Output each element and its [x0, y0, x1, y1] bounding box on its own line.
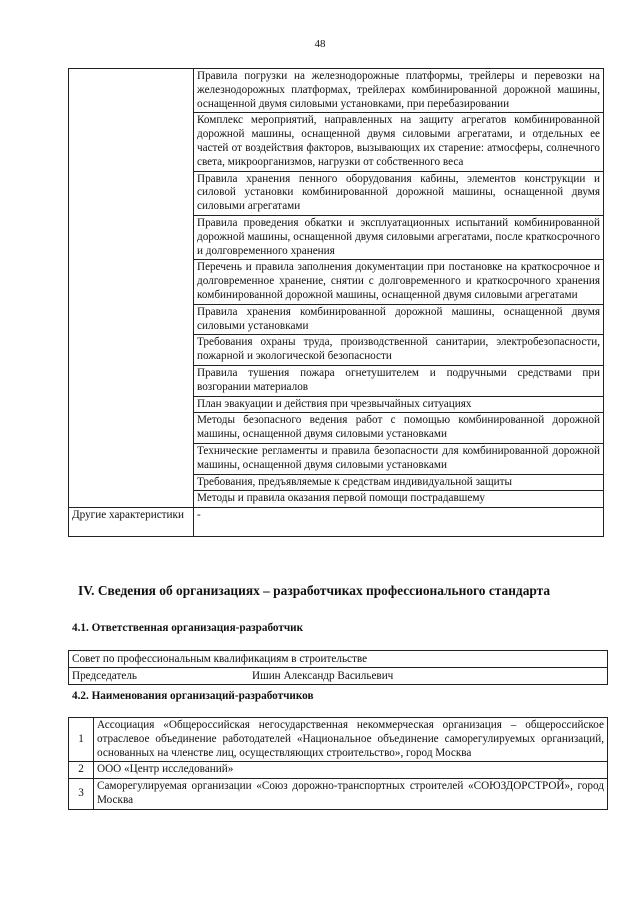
other-characteristics-label: Другие характеристики — [69, 508, 194, 537]
table-row — [69, 668, 608, 685]
knowledge-label-cell — [69, 69, 194, 508]
other-characteristics-value: - — [194, 508, 604, 537]
knowledge-item: Перечень и правила заполнения документации при постановке на краткосрочное и долговременное хранение, снятии с долговременного и краткосрочного хранения комбинированной дорожной машины, оснащенной двумя силовыми агрегатами — [194, 260, 604, 304]
developer-number: 2 — [69, 762, 94, 779]
responsible-table — [68, 650, 608, 685]
knowledge-item: Методы безопасного ведения работ с помощью комбинированной дорожной машины, оснащенной двумя силовыми установками — [194, 413, 604, 444]
chairman-row — [72, 669, 604, 683]
table-row — [69, 779, 608, 810]
table-row — [69, 718, 608, 762]
knowledge-item: Технические регламенты и правила безопасности для комбинированной дорожной машины, оснащенной двумя силовыми установками — [194, 443, 604, 474]
developer-name: Ассоциация «Общероссийская негосударственная некоммерческая организация – общероссийское отраслевое объединение работодателей «Национальное объединение саморегулируемых организаций, основанных на членстве лиц, осуществляющих строительство», город Москва — [94, 718, 608, 762]
developer-name: ООО «Центр исследований» — [94, 762, 608, 779]
knowledge-item: Комплекс мероприятий, направленных на защиту агрегатов комбинированной дорожной машины, оснащенной двумя силовыми агрегатами, и отдельных ее частей от воздействия факторов, вызывающих их старение: атмосферы, солнечного света, микроорганизмов, нагрузки от собственного веса — [194, 113, 604, 171]
knowledge-item: Правила хранения комбинированной дорожной машины, оснащенной двумя силовыми установками — [194, 304, 604, 335]
knowledge-table — [68, 68, 604, 537]
knowledge-item: Правила хранения пенного оборудования кабины, элементов конструкции и силовой установки комбинированной дорожной машины, оснащенной двумя силовыми агрегатами — [194, 171, 604, 215]
table-row — [69, 651, 608, 668]
responsible-heading: 4.1. Ответственная организация-разработчик — [72, 622, 304, 634]
chairman-name: Ишин Александр Васильевич — [252, 670, 394, 682]
developer-number: 1 — [69, 718, 94, 762]
knowledge-item: Требования, предъявляемые к средствам индивидуальной защиты — [194, 474, 604, 491]
page-number: 48 — [314, 38, 326, 50]
knowledge-item: Требования охраны труда, производственной санитарии, электробезопасности, пожарной и экологической безопасности — [194, 335, 604, 366]
chairman-cell — [69, 668, 608, 685]
knowledge-item: Правила погрузки на железнодорожные платформы, трейлеры и перевозки на железнодорожных платформах, трейлерах комбинированной дорожной машины, оснащенной двумя силовыми установками, при перебазировании — [194, 69, 604, 113]
developers-table — [68, 717, 608, 810]
table-row — [69, 762, 608, 779]
developers-heading: 4.2. Наименования организаций-разработчиков — [72, 690, 314, 702]
table-row — [69, 508, 604, 537]
developer-name: Саморегулируемая организации «Союз дорожно-транспортных строителей «СОЮЗДОРСТРОЙ», город Москва — [94, 779, 608, 810]
section-iv-title: IV. Сведения об организациях – разработчиках профессионального стандарта — [78, 583, 551, 598]
developer-number: 3 — [69, 779, 94, 810]
chairman-role: Председатель — [72, 670, 138, 682]
knowledge-item: Методы и правила оказания первой помощи пострадавшему — [194, 491, 604, 508]
table-row — [69, 69, 604, 113]
knowledge-item: Правила тушения пожара огнетушителем и подручными средствами при возгорании материалов — [194, 365, 604, 396]
knowledge-item: Правила проведения обкатки и эксплуатационных испытаний комбинированной дорожной машины, оснащенной двумя силовыми агрегатами, после краткосрочного и долговременного хранения — [194, 215, 604, 259]
responsible-organization: Совет по профессиональным квалификациям в строительстве — [69, 651, 608, 668]
knowledge-item: План эвакуации и действия при чрезвычайных ситуациях — [194, 396, 604, 413]
